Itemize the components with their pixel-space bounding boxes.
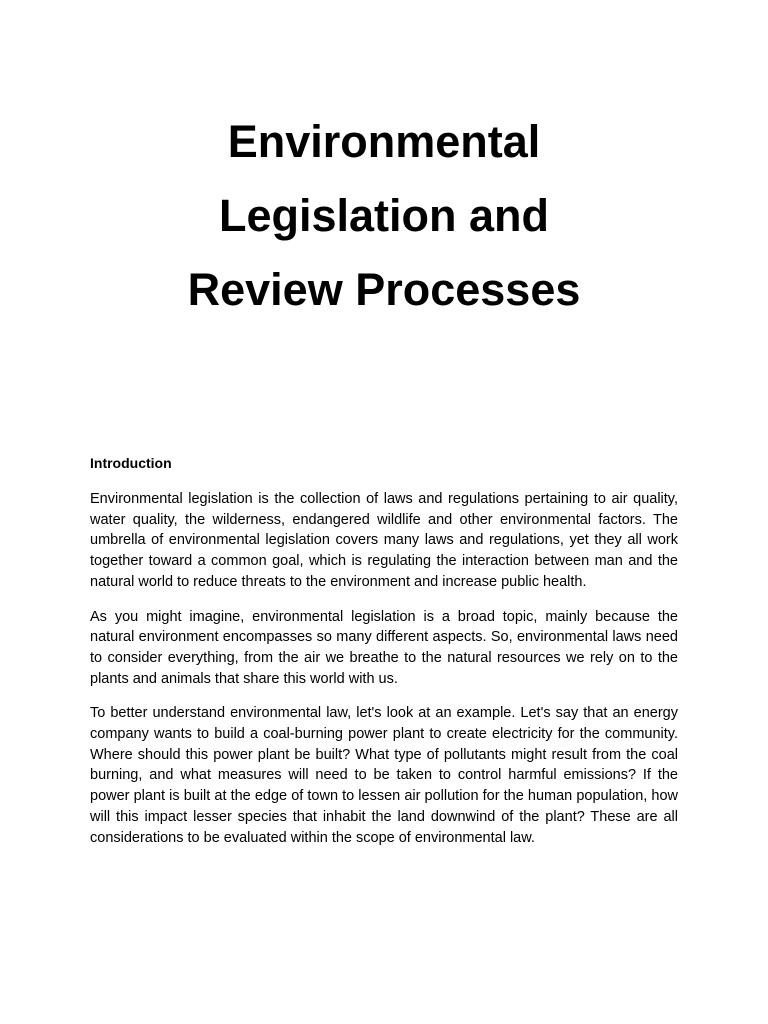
paragraph-1: Environmental legislation is the collection of laws and regulations pertaining to air quality, water quality, the wilderness, endangered wildlife and other environmental factors. The umbrella of environmental legislation covers many laws and regulations, yet they all work together toward a common goal, which is regulating the interaction between man and the natural world to reduce threats to the environment and increase public health. (90, 491, 678, 590)
title-line-2: Legislation and (218, 190, 550, 241)
paragraph-3: To better understand environmental law, let's look at an example. Let's say that an energy company wants to build a coal-burning power plant to create electricity for the community. Where should this power plant be built? What type of pollutants might result from the coal burning, and what measures will need to be taken to control harmful emissions? If the power plant is built at the edge of town to lessen air pollution for the human population, how will this impact lesser species that inhabit the land downwind of the plant? These are all considerations to be evaluated within the scope of environmental law. (90, 705, 678, 846)
section-heading-introduction: Introduction (90, 455, 172, 471)
title-line-1: Environmental (227, 116, 541, 167)
document-body (90, 453, 678, 862)
title-line-3: Review Processes (187, 264, 581, 315)
paragraph-2: As you might imagine, environmental legislation is a broad topic, mainly because the natural environment encompasses so many different aspects. So, environmental laws need to consider everything, from the air we breathe to the natural resources we rely on to the plants and animals that share this world with us. (90, 608, 678, 687)
document-title (0, 105, 768, 327)
